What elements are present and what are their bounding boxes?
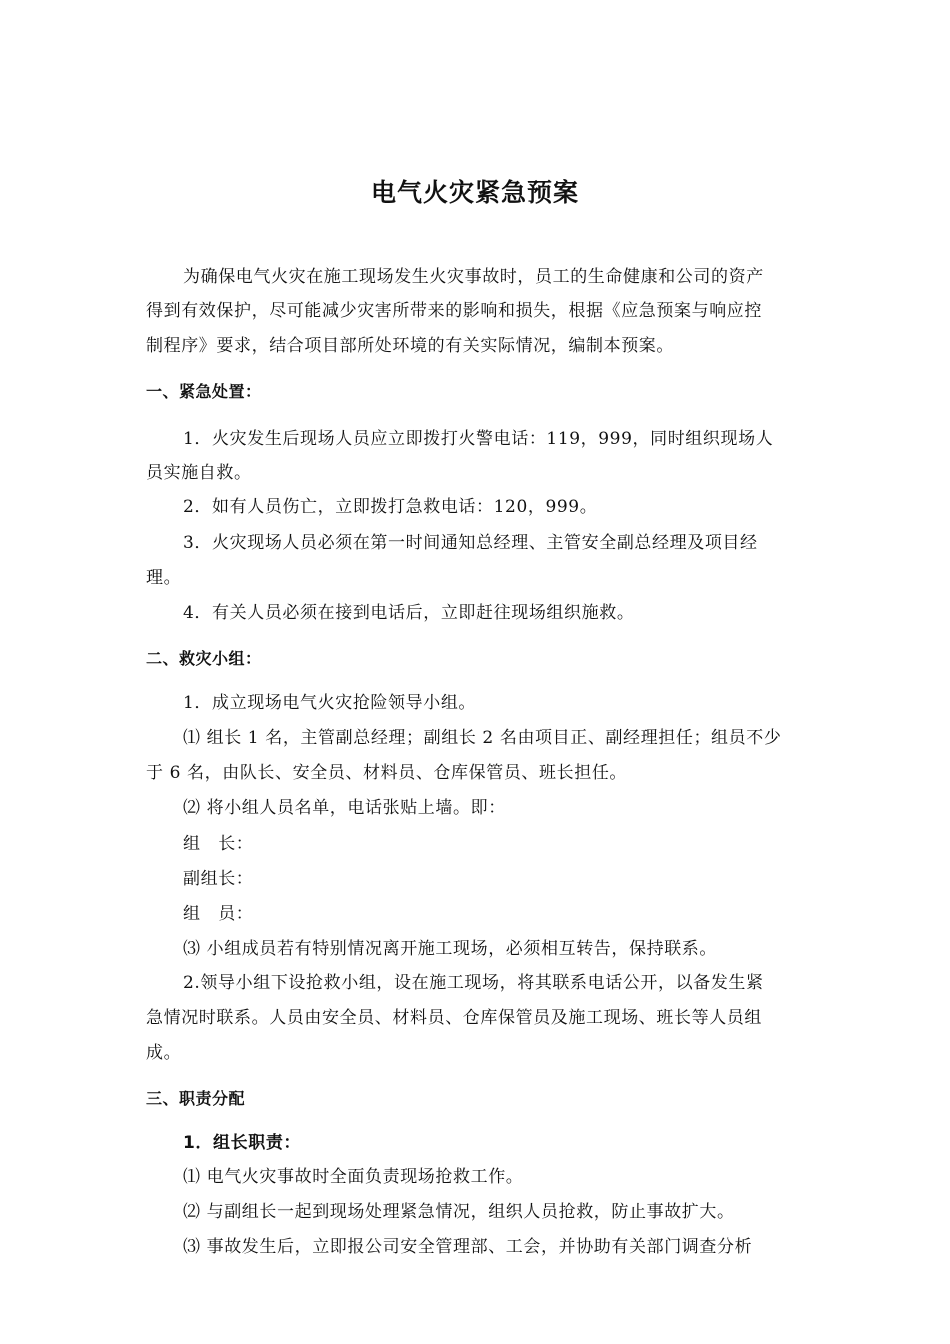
- duty-2: ⑵ 与副组长一起到现场处理紧急情况，组织人员抢救，防止事故扩大。: [183, 1202, 735, 1222]
- section-2-sub-1-line-2: 于 6 名，由队长、安全员、材料员、仓库保管员、班长担任。: [146, 763, 628, 783]
- section-2-item-2-line-3: 成。: [146, 1043, 182, 1063]
- member-label: 组 员：: [183, 904, 254, 924]
- duty-3: ⑶ 事故发生后，立即报公司安全管理部、工会，并协助有关部门调查分析: [183, 1237, 753, 1257]
- section-2-sub-3: ⑶ 小组成员若有特别情况离开施工现场，必须相互转告，保持联系。: [183, 939, 718, 959]
- duty-1: ⑴ 电气火灾事故时全面负责现场抢救工作。: [183, 1167, 524, 1187]
- section-2-item-2-line-1: 2.领导小组下设抢救小组，设在施工现场，将其联系电话公开，以备发生紧: [183, 973, 764, 993]
- section-1-item-3-line-2: 理。: [146, 568, 182, 588]
- deputy-label: 副组长：: [183, 869, 254, 889]
- intro-line-2: 得到有效保护，尽可能减少灾害所带来的影响和损失，根据《应急预案与响应控: [146, 301, 762, 321]
- document-title: 电气火灾紧急预案: [370, 178, 579, 207]
- section-1-item-4: 4．有关人员必须在接到电话后，立即赶往现场组织施救。: [183, 603, 635, 623]
- intro-line-3: 制程序》要求，结合项目部所处环境的有关实际情况，编制本预案。: [146, 336, 674, 356]
- section-2-item-1: 1．成立现场电气火灾抢险领导小组。: [183, 693, 477, 713]
- section-1-item-3-line-1: 3．火灾现场人员必须在第一时间通知总经理、主管安全副总经理及项目经: [183, 533, 758, 553]
- section-2-item-2-line-2: 急情况时联系。人员由安全员、材料员、仓库保管员及施工现场、班长等人员组: [146, 1008, 762, 1028]
- section-1-heading: 一、紧急处置：: [146, 382, 262, 401]
- leader-duties-heading: 1．组长职责：: [183, 1133, 302, 1153]
- intro-line-1: 为确保电气火灾在施工现场发生火灾事故时，员工的生命健康和公司的资产: [183, 267, 764, 287]
- section-1-item-1-line-1: 1．火灾发生后现场人员应立即拨打火警电话：119，999，同时组织现场人: [183, 429, 774, 449]
- section-3-heading: 三、职责分配: [146, 1089, 246, 1108]
- leader-label: 组 长：: [183, 834, 254, 854]
- section-1-item-1-line-2: 员实施自救。: [146, 463, 252, 483]
- section-2-sub-2: ⑵ 将小组人员名单，电话张贴上墙。即：: [183, 798, 506, 818]
- section-2-heading: 二、救灾小组：: [146, 649, 262, 668]
- section-2-sub-1-line-1: ⑴ 组长 1 名，主管副总经理；副组长 2 名由项目正、副经理担任；组员不少: [183, 728, 782, 748]
- section-1-item-2: 2．如有人员伤亡，立即拨打急救电话：120，999。: [183, 497, 598, 517]
